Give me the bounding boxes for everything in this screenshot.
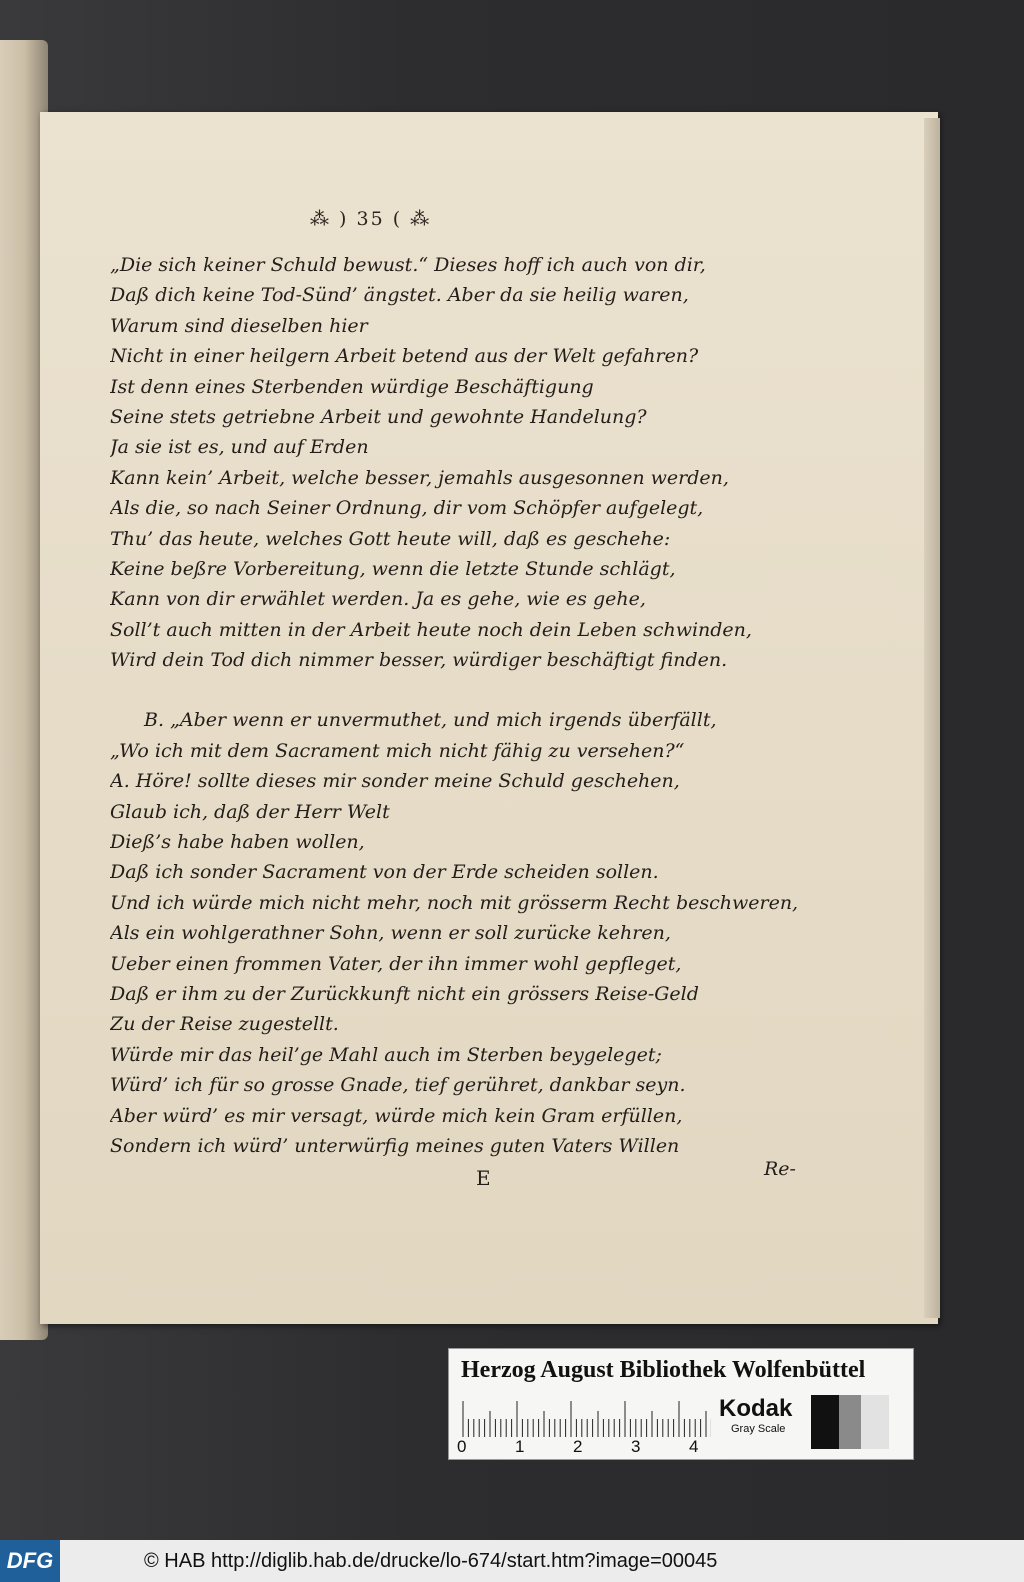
text-line: Warum sind dieselben hier — [110, 314, 368, 337]
text-line: Kann von dir erwählet werden. Ja es gehe, wie es gehe, — [110, 588, 646, 611]
library-name: Herzog August Bibliothek Wolfenbüttel — [461, 1357, 866, 1383]
text-line: Ist denn eines Sterbenden würdige Beschäftigung — [110, 375, 594, 398]
text-line: Daß dich keine Tod-Sünd’ ängstet. Aber da sie heilig waren, — [110, 284, 689, 307]
ruler-label: 2 — [573, 1437, 583, 1456]
viewer-footer — [0, 1540, 1024, 1582]
text-line: Soll’t auch mitten in der Arbeit heute noch dein Leben schwinden, — [110, 618, 752, 641]
text-line: Zu der Reise zugestellt. — [110, 1013, 339, 1036]
text-line: Keine beßre Vorbereitung, wenn die letzte Stunde schlägt, — [110, 557, 676, 580]
gray-swatch-mid — [839, 1395, 861, 1449]
text-line: Dieß’s habe haben wollen, — [110, 831, 365, 854]
ruler-label: 3 — [631, 1437, 641, 1456]
text-line: Thu’ das heute, welches Gott heute will, daß es geschehe: — [110, 527, 671, 550]
page-fore-edge — [924, 118, 940, 1318]
text-line: Kann kein’ Arbeit, welche besser, jemahls ausgesonnen werden, — [110, 466, 729, 489]
ruler-label: 4 — [689, 1437, 699, 1456]
kodak-subtitle: Gray Scale — [731, 1423, 786, 1435]
text-line: Sondern ich würd’ unterwürfig meines guten Vaters Willen — [110, 1134, 680, 1157]
ruler-labels — [457, 1437, 717, 1457]
poem-text — [110, 250, 810, 1161]
text-line: A. Höre! sollte dieses mir sonder meine Schuld geschehen, — [110, 770, 680, 793]
text-line: Würd’ ich für so grosse Gnade, tief gerühret, dankbar seyn. — [110, 1074, 686, 1097]
text-line: Daß ich sonder Sacrament von der Erde scheiden sollen. — [110, 861, 659, 884]
text-line: Ja sie ist es, und auf Erden — [110, 436, 369, 459]
text-line: Wird dein Tod dich nimmer besser, würdiger beschäftigt finden. — [110, 649, 728, 672]
text-line: Aber würd’ es mir versagt, würde mich kein Gram erfüllen, — [110, 1104, 683, 1127]
text-line: Als die, so nach Seiner Ordnung, dir vom Schöpfer aufgelegt, — [110, 497, 704, 520]
ruler-label: 1 — [515, 1437, 525, 1456]
signature-mark: E — [476, 1166, 491, 1190]
gray-swatch-black — [811, 1395, 839, 1449]
text-line: B. „Aber wenn er unvermuthet, und mich irgends überfällt, — [144, 709, 717, 732]
text-line: Seine stets getriebne Arbeit und gewohnte Handelung? — [110, 405, 647, 428]
catchword: Re- — [764, 1158, 796, 1180]
text-line: Würde mir das heil’ge Mahl auch im Sterben beygeleget; — [110, 1043, 662, 1066]
kodak-logo-text: Kodak — [719, 1395, 793, 1422]
text-line: Nicht in einer heilgern Arbeit betend aus der Welt gefahren? — [110, 345, 699, 368]
color-target-card — [448, 1348, 914, 1460]
dfg-logo: DFG — [0, 1540, 60, 1582]
text-line: Ueber einen frommen Vater, der ihn immer wohl gepfleget, — [110, 952, 682, 975]
text-line: Und ich würde mich nicht mehr, noch mit grösserm Recht beschweren, — [110, 891, 799, 914]
text-line: Als ein wohlgerathner Sohn, wenn er soll zurücke kehren, — [110, 922, 671, 945]
footer-copyright-link[interactable]: © HAB http://diglib.hab.de/drucke/lo-674/start.htm?image=00045 — [144, 1550, 718, 1572]
ruler-scale — [461, 1397, 711, 1437]
text-line: „Wo ich mit dem Sacrament mich nicht fähig zu versehen?“ — [110, 739, 685, 762]
gray-swatch-light — [861, 1395, 889, 1449]
text-line: Glaub ich, daß der Herr Welt — [110, 800, 390, 823]
stanza-gap — [110, 675, 810, 705]
running-head: ⁂ ) 35 ( ⁂ — [310, 208, 432, 230]
text-line: „Die sich keiner Schuld bewust.“ Dieses hoff ich auch von dir, — [110, 254, 706, 276]
text-line: Daß er ihm zu der Zurückkunft nicht ein grössers Reise-Geld — [110, 982, 699, 1005]
ruler-label: 0 — [457, 1437, 467, 1456]
